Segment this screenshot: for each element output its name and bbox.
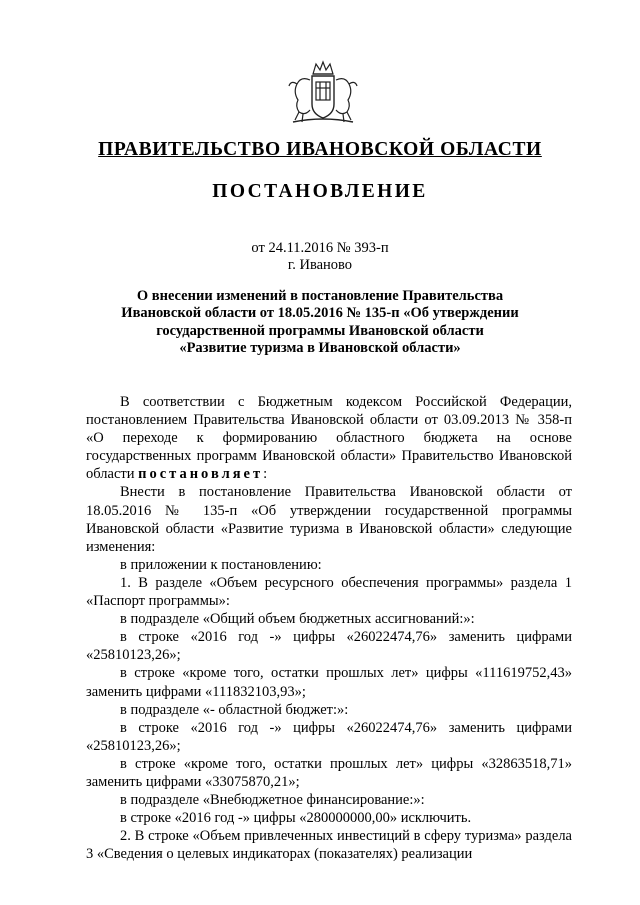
document-subject (60, 288, 580, 357)
body-paragraph: в подразделе «- областной бюджет:»: (120, 701, 349, 718)
body-paragraph: в строке «2016 год -» цифры «280000000,00» исключить. (120, 810, 472, 827)
subject-line: О внесении изменений в постановление Правительства (136, 288, 504, 304)
date-number-line: от 24.11.2016 № 393-п (251, 240, 389, 256)
subject-line: «Развитие туризма в Ивановской области» (179, 339, 461, 356)
body-paragraph: 2. В строке «Объем привлеченных инвестиций в сферу туризма» раздела 3 «Сведения о целевых индикаторах (показателях) реализации (86, 828, 572, 863)
body-paragraph (86, 393, 572, 483)
body-paragraph: в строке «2016 год -» цифры «26022474,76» заменить цифрами «25810123,26»; (86, 719, 572, 754)
government-title: ПРАВИТЕЛЬСТВО ИВАНОВСКОЙ ОБЛАСТИ (98, 139, 542, 160)
date-block (0, 240, 640, 274)
body-paragraph: в строке «кроме того, остатки прошлых лет» цифры «32863518,71» заменить цифрами «33075870,21»; (86, 755, 572, 790)
body-paragraph: в подразделе «Общий объем бюджетных ассигнований:»: (120, 611, 475, 628)
document-type-title: ПОСТАНОВЛЕНИЕ (212, 181, 428, 202)
preamble-colon: : (263, 466, 268, 483)
resolves-keyword: постановляет (138, 466, 264, 483)
preamble-text: В соответствии с Бюджетным кодексом Российской Федерации, постановлением Правительства Ивановской области от 03.09.2013 № 358-п «О переходе к формированию областного бюджета на основе государственных программ Ивановской области» Правительство Ивановской области (86, 394, 572, 483)
body-paragraph: в строке «кроме того, остатки прошлых лет» цифры «111619752,43» заменить цифрами «111832103,93»; (86, 665, 572, 700)
city-line: г. Иваново (287, 257, 353, 273)
coat-of-arms-icon (283, 60, 363, 126)
body-paragraph: в приложении к постановлению: (120, 556, 322, 573)
document-body (86, 393, 572, 863)
body-paragraph: в строке «2016 год -» цифры «26022474,76» заменить цифрами «25810123,26»; (86, 629, 572, 664)
subject-line: Ивановской области от 18.05.2016 № 135-п «Об утверждении (121, 305, 519, 322)
body-paragraph: в подразделе «Внебюджетное финансирование:»: (120, 792, 425, 809)
body-paragraph: Внести в постановление Правительства Ивановской области от 18.05.2016 № 135-п «Об утверждении государственной программы Ивановской области «Развитие туризма в Ивановской области» следующие изменения: (86, 484, 572, 555)
subject-line: государственной программы Ивановской области (156, 322, 484, 339)
body-paragraph: 1. В разделе «Объем ресурсного обеспечения программы» раздела 1 «Паспорт программы»: (86, 574, 572, 610)
